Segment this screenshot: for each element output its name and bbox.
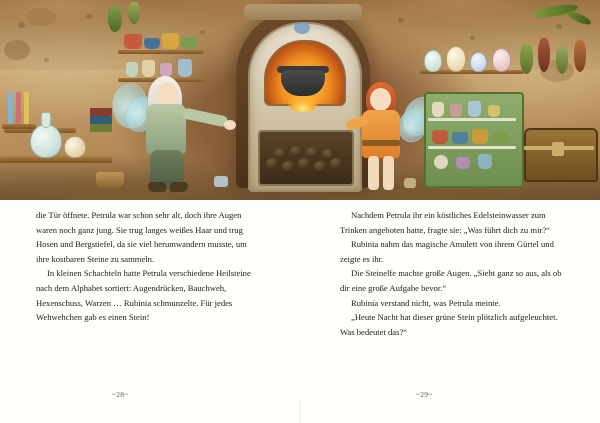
test-tube (16, 92, 21, 126)
hanging-herb-bundle (128, 2, 140, 24)
petrula-boot (148, 182, 166, 192)
cupboard-item (478, 154, 492, 169)
cupboard-shelf (428, 118, 516, 121)
wall-speck (200, 30, 205, 34)
cupboard-jar (432, 102, 444, 117)
hanging-herb-bundle (556, 46, 568, 74)
cupboard-jar (468, 101, 481, 117)
coal-lump (282, 161, 295, 172)
chest-lock (552, 142, 564, 156)
coal-lump (322, 149, 335, 160)
storage-jar (178, 59, 192, 77)
right-page-text (340, 208, 562, 339)
storage-box (124, 34, 142, 49)
cupboard-box (432, 130, 448, 144)
cupboard-jar (488, 105, 500, 117)
paragraph: Nachdem Petrula ihr ein köstliches Edelsteinwasser zum Trinken angeboten hatte, fragte sie: „Was führt dich zu mir?“ (340, 210, 550, 235)
test-tube (24, 92, 29, 126)
petrula-boot (170, 182, 188, 192)
chapter-illustration (0, 0, 600, 200)
rubinia-head (370, 88, 391, 111)
glass-bottle (424, 50, 442, 72)
floor-basket (96, 172, 124, 188)
storage-jar (160, 63, 172, 77)
wall-speck (44, 58, 49, 62)
hanging-herb-bundle (108, 6, 122, 32)
flask-small (64, 136, 86, 158)
wall-speck (556, 24, 562, 29)
hanging-herb-bundle (538, 38, 550, 72)
coal-lump (306, 147, 319, 158)
coal-lump (266, 158, 279, 169)
floor-crystal (404, 178, 416, 188)
left-page-text (36, 208, 258, 325)
cupboard-item (434, 155, 448, 169)
storage-jar (126, 62, 138, 77)
cupboard-box (492, 133, 508, 144)
coal-lump (330, 158, 343, 169)
test-tube (8, 92, 13, 126)
paragraph: In kleinen Schachteln hatte Petrula verschiedene Heilsteine nach dem Alphabet sortiert: Augendrücken, Bauchweh, Hexenschuss, Warzen … Rubinia schmunzelte. Für jedes Wehwehchen gab es einen Stein! (36, 268, 251, 323)
storage-box (181, 37, 197, 49)
cupboard-box (472, 129, 488, 144)
coal-lump (290, 146, 303, 157)
flask-large (30, 124, 62, 158)
hanging-herb-bundle (520, 44, 533, 74)
book-stack-left (90, 116, 112, 124)
petrula-head (156, 82, 178, 106)
glass-bottle (470, 52, 487, 72)
wall-speck (398, 18, 404, 23)
paragraph: Rubinia nahm das magische Amulett von ihrem Gürtel und zeigte es ihr. (340, 239, 554, 264)
paragraph: Rubinia verstand nicht, was Petrula meinte. (351, 297, 501, 308)
wall-speck (470, 36, 475, 40)
petrula-tunic (146, 104, 186, 154)
hanging-herb-bundle (574, 40, 586, 72)
rubinia-dress (362, 110, 400, 158)
book-stack-left (90, 124, 112, 132)
page-number-left: ~28~ (112, 390, 129, 399)
cupboard-jar (450, 104, 462, 117)
coal-lump (314, 161, 327, 172)
oven-hood (244, 4, 362, 20)
coal-lump (274, 148, 287, 159)
shelf-upper-left (118, 50, 204, 54)
floor-crystal (214, 176, 228, 187)
test-tube-rack (2, 124, 36, 129)
book-stack-left (90, 108, 112, 116)
cupboard-box (452, 132, 468, 144)
storage-box (144, 38, 160, 49)
cave-stone (26, 8, 56, 26)
coal-lump (298, 158, 311, 169)
wall-speck (18, 22, 25, 28)
rubinia-belt (362, 140, 400, 146)
wall-speck (86, 14, 92, 19)
lab-table (0, 156, 112, 163)
page-gutter (299, 400, 301, 423)
cave-stone (4, 40, 30, 60)
cupboard-shelf (428, 146, 516, 149)
flask-neck (41, 112, 51, 128)
paragraph: „Heute Nacht hat dieser grüne Stein plötzlich aufgeleuchtet. Was bedeutet das?“ (340, 312, 558, 337)
page-number-right: ~29~ (416, 390, 433, 399)
glass-bottle (492, 48, 511, 72)
cupboard-item (456, 157, 470, 169)
text-spread (0, 200, 600, 423)
fire-glow (288, 96, 318, 112)
paragraph: die Tür öffnete. Petrula war schon sehr alt, doch ihre Augen waren noch ganz jung. Sie trug langes weißes Haar und trug Hosen und Bergstiefel, da sie viel herumwandern musste, um ihre kostbaren Steine zu sammeln. (36, 210, 247, 264)
storage-box (162, 33, 179, 49)
oven-gem-ornament (294, 22, 310, 34)
petrula-hand (224, 120, 236, 130)
storage-jar (142, 60, 155, 77)
glass-bottle (446, 46, 466, 72)
rubinia-legs (383, 156, 394, 190)
rubinia-legs (368, 156, 379, 190)
paragraph: Die Steinelfe machte große Augen. „Sieht ganz so aus, als ob dir eine große Aufgabe bevor.“ (340, 268, 562, 293)
